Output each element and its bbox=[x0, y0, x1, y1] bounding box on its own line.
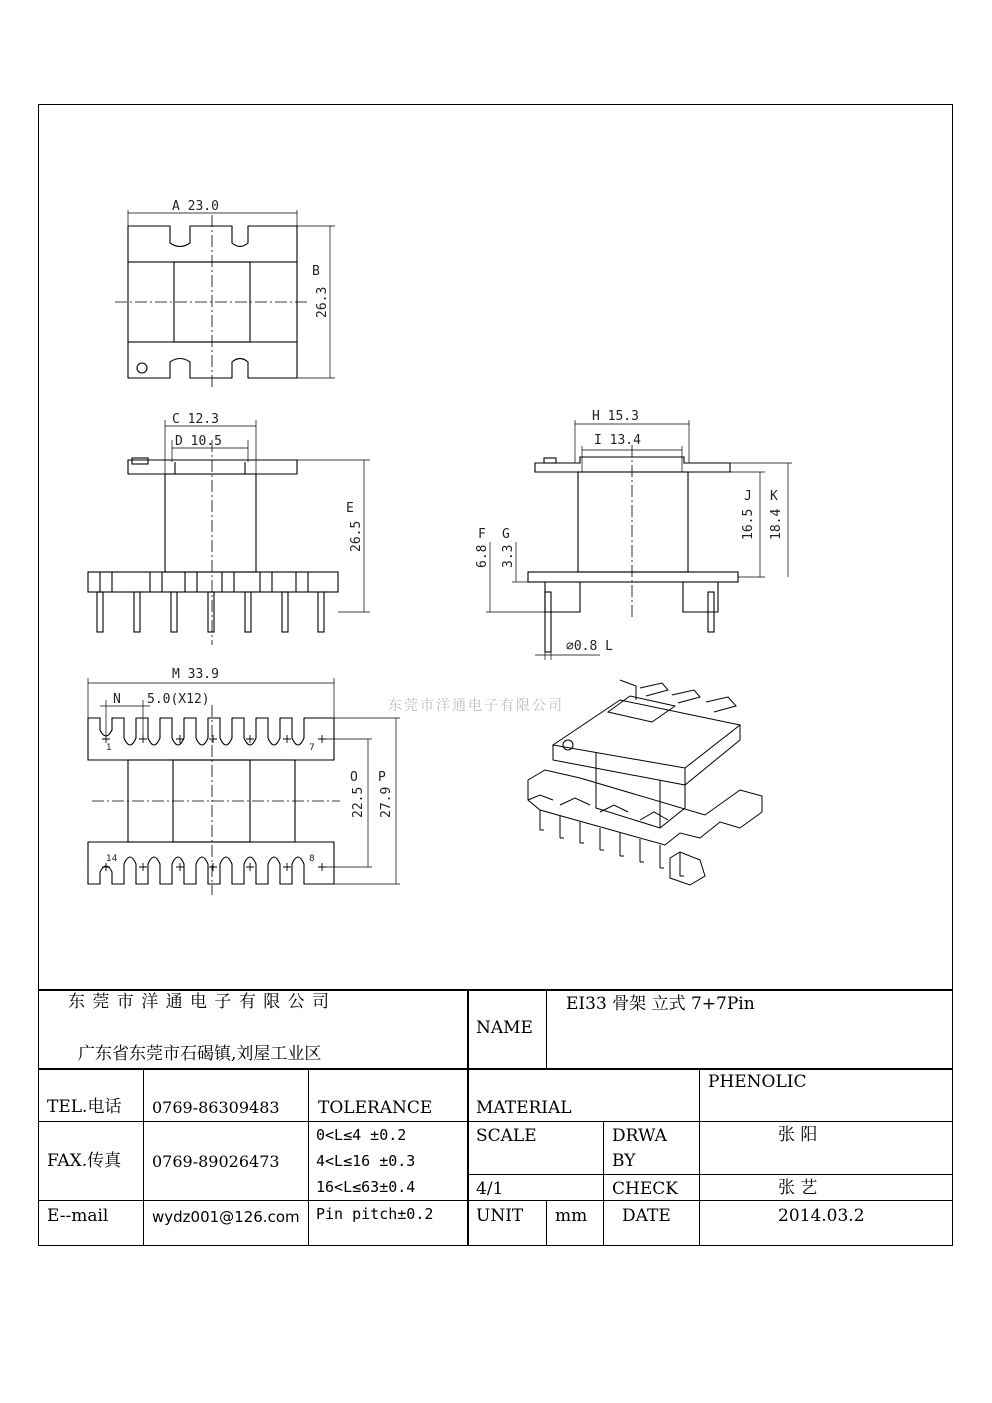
check-value: 张 艺 bbox=[778, 1178, 818, 1198]
tel-value: 0769-86309483 bbox=[152, 1098, 280, 1117]
drawn-label-2: BY bbox=[612, 1151, 636, 1171]
date-label: DATE bbox=[622, 1206, 671, 1226]
tel-label: TEL.电话 bbox=[47, 1097, 122, 1117]
pin-label-8: 8 bbox=[309, 854, 315, 864]
dim-p-value: 27.9 bbox=[379, 786, 394, 818]
top-view bbox=[115, 210, 335, 390]
tolerance-row-2: 4<L≤16 ±0.3 bbox=[316, 1152, 416, 1170]
dim-e-letter: E bbox=[346, 501, 354, 516]
drawn-label-1: DRWA bbox=[612, 1126, 667, 1146]
drawn-by-value: 张 阳 bbox=[778, 1125, 818, 1145]
company-name: 东 莞 市 洋 通 电 子 有 限 公 司 bbox=[68, 992, 331, 1012]
front-view bbox=[88, 420, 370, 645]
dim-c-label: C 12.3 bbox=[172, 412, 219, 427]
dim-h-label: H 15.3 bbox=[592, 409, 639, 424]
dim-e-value: 26.5 bbox=[349, 520, 364, 552]
email-label: E--mail bbox=[47, 1206, 109, 1226]
unit-label: UNIT bbox=[476, 1206, 524, 1226]
dim-g-letter: G bbox=[502, 527, 510, 542]
dim-m-label: M 33.9 bbox=[172, 667, 219, 682]
dim-o-letter: O bbox=[350, 770, 358, 785]
company-address: 广东省东莞市石碣镇,刘屋工业区 bbox=[78, 1044, 322, 1064]
dim-n-value: 5.0(X12) bbox=[147, 692, 210, 707]
dim-d-label: D 10.5 bbox=[175, 434, 222, 449]
dim-f-letter: F bbox=[478, 527, 486, 542]
dim-p-letter: P bbox=[378, 770, 386, 785]
fax-label: FAX.传真 bbox=[47, 1151, 122, 1171]
dim-l-label: ⌀0.8 L bbox=[566, 639, 613, 654]
material-label: MATERIAL bbox=[476, 1098, 572, 1118]
bottom-view bbox=[88, 678, 400, 895]
dim-f-value: 6.8 bbox=[475, 544, 490, 568]
dim-a-label: A 23.0 bbox=[172, 199, 219, 214]
dim-k-value: 18.4 bbox=[769, 508, 784, 540]
dim-k-letter: K bbox=[770, 489, 778, 504]
part-name: EI33 骨架 立式 7+7Pin bbox=[566, 994, 755, 1014]
tolerance-row-3: 16<L≤63±0.4 bbox=[316, 1178, 416, 1196]
dim-j-letter: J bbox=[744, 489, 752, 504]
dim-g-value: 3.3 bbox=[501, 544, 516, 568]
scale-label: SCALE bbox=[476, 1126, 537, 1146]
date-value: 2014.03.2 bbox=[778, 1206, 865, 1226]
dim-i-label: I 13.4 bbox=[594, 433, 641, 448]
pin-label-14: 14 bbox=[106, 854, 118, 864]
fax-value: 0769-89026473 bbox=[152, 1152, 280, 1171]
material-value: PHENOLIC bbox=[708, 1072, 807, 1092]
check-label: CHECK bbox=[612, 1179, 678, 1199]
tolerance-row-4: Pin pitch±0.2 bbox=[316, 1205, 434, 1223]
pin-label-7: 7 bbox=[309, 743, 315, 753]
dim-n-letter: N bbox=[113, 692, 121, 707]
name-label: NAME bbox=[476, 1018, 533, 1038]
dim-b-letter: B bbox=[312, 264, 320, 279]
dim-b-value: 26.3 bbox=[315, 286, 330, 318]
dim-o-value: 22.5 bbox=[351, 786, 366, 818]
tolerance-label: TOLERANCE bbox=[318, 1098, 433, 1118]
pin-label-1: 1 bbox=[106, 743, 112, 753]
front-pins bbox=[97, 592, 324, 632]
unit-value: mm bbox=[555, 1206, 588, 1226]
watermark: 东莞市洋通电子有限公司 bbox=[388, 698, 564, 714]
email-value: wydz001@126.com bbox=[152, 1208, 300, 1226]
tolerance-row-1: 0<L≤4 ±0.2 bbox=[316, 1126, 407, 1144]
scale-value: 4/1 bbox=[476, 1179, 504, 1199]
bottom-pin-marks bbox=[102, 735, 326, 871]
dim-j-value: 16.5 bbox=[741, 508, 756, 540]
